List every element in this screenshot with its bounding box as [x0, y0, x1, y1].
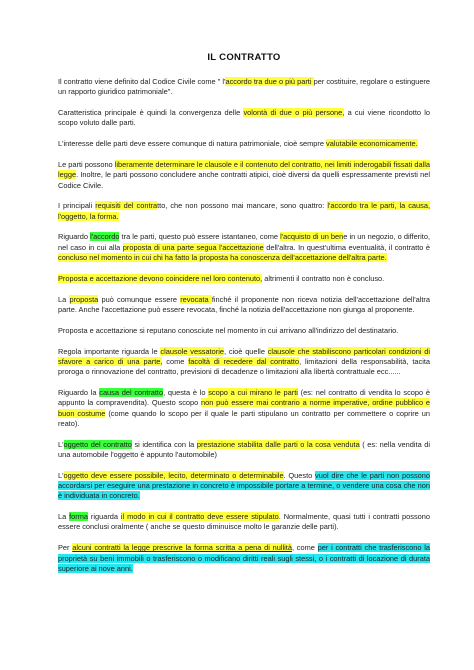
- text-run: L': [58, 439, 64, 449]
- paragraph: [58, 160, 430, 191]
- highlighted-text: il modo in cui il contratto deve essere stipulato: [120, 512, 279, 522]
- paragraph: [58, 471, 430, 502]
- text-run: per costituire, regolare o estinguere un rapporto giuridico patrimoniale".: [58, 77, 431, 97]
- text-run: Riguardo la: [58, 387, 100, 397]
- document-body: [58, 77, 430, 574]
- highlighted-text: per i contratti che trasferiscono la proprietà su beni immobili o trasferiscono o modificano diritti reali sugli stessi, o i contratti di locazione di durata superiore ai nove anni.: [58, 543, 430, 573]
- text-run: riguarda: [88, 512, 121, 522]
- text-run: La: [58, 512, 70, 522]
- text-run: Riguardo: [58, 232, 91, 242]
- highlighted-text: facoltà di recedere dal contratto: [188, 356, 300, 366]
- paragraph: [58, 295, 430, 316]
- text-run: può comunque essere: [98, 294, 181, 304]
- highlighted-text: liberamente determinare le clausole e il contenuto del contratto, nei limiti inderogabili fissati dalla legge: [58, 159, 430, 180]
- paragraph: [58, 347, 430, 378]
- highlighted-text: alcuni contratti la legge prescrive la forma scritta a pena di nullità: [72, 543, 292, 553]
- text-run: finché il proponente non riceva notizia dell'accettazione dell'altra parte. Anche l'accettazione può essere revocata, finché la notizia dell'accettazione non giunga al proponente.: [58, 294, 430, 314]
- text-run: Per: [58, 543, 73, 553]
- highlighted-text: non può essere mai contrario a norme imperative, ordine pubblico e buon costume: [58, 398, 430, 418]
- highlighted-text: l'accordo tra le parti, la causa, l'oggetto, la forma.: [58, 201, 431, 221]
- text-run: altrimenti il contratto non è concluso.: [262, 273, 385, 283]
- highlighted-text: oggetto del contratto: [63, 439, 132, 449]
- paragraph: [58, 543, 430, 574]
- paragraph: [58, 388, 430, 429]
- text-run: e in un negozio, o differito, nel caso in cui alla: [58, 232, 431, 252]
- highlighted-text: Proposta e accettazione devono coincidere nel loro contenuto,: [58, 273, 263, 283]
- text-run: , come: [291, 543, 318, 553]
- text-run: . Normalmente, quasi tutti i contratti possono essere conclusi oralmente ( anche se questo diminuisce molto le garanzie delle parti).: [58, 512, 430, 532]
- paragraph: [58, 326, 430, 336]
- text-run: (come quando lo scopo per il quale le parti stipulano un contratto per commettere o coprire un reato).: [58, 408, 430, 428]
- highlighted-text: l'accordo: [90, 232, 120, 242]
- paragraph: [58, 274, 430, 284]
- text-run: dell'altra. In quest'ultima eventualità, il contratto è: [263, 242, 430, 252]
- text-run: tra le parti, questo può essere istantaneo, come: [119, 232, 281, 242]
- paragraph: [58, 440, 430, 461]
- highlighted-text: vuol dire che le parti non possono accordarsi per eseguire una prestazione in concreto è impossibile portare a termine, o vendere una cosa che non è individuata in concreto.: [58, 470, 430, 501]
- text-run: ( es: nella vendita di una automobile l'oggetto è appunto l'automobile): [58, 439, 430, 459]
- text-run: a cui viene ricondotto lo scopo voluto dalle parti.: [58, 108, 430, 128]
- text-run: Proposta e accettazione si reputano conosciute nel momento in cui arrivano all'indirizzo del destinatario.: [58, 325, 399, 335]
- highlighted-text: l'acquisto di un ben: [280, 232, 344, 242]
- highlighted-text: forma: [69, 512, 89, 522]
- text-run: Regola importante riguarda le: [58, 346, 161, 356]
- text-run: Caratteristica principale è quindi la convergenza delle: [58, 108, 244, 118]
- paragraph: [58, 139, 430, 149]
- text-run: , cioè quelle: [224, 346, 268, 356]
- text-run: come: [162, 356, 189, 366]
- text-run: La: [58, 294, 70, 304]
- highlighted-text: accordo tra due o più parti: [225, 77, 314, 86]
- highlighted-text: proposta: [69, 294, 99, 304]
- paragraph: [58, 201, 430, 222]
- text-run: , limitazioni della responsabilità, tacita proroga o rinnovazione del contratto, previsioni di decadenze o limitazioni alla libertà contrattuale ecc......: [58, 356, 431, 377]
- highlighted-text: prestazione stabilita dalle parti o la cosa venduta: [196, 439, 360, 449]
- highlighted-text: valutabile economicamente.: [326, 139, 418, 149]
- text-run: . Questo: [283, 470, 316, 480]
- highlighted-text: revocata: [180, 294, 212, 304]
- text-run: L': [58, 470, 64, 480]
- text-run: tto, che non possono mai mancare, sono quattro:: [157, 201, 328, 211]
- paragraph: [58, 232, 430, 263]
- text-run: Il contratto viene definito dal Codice Civile come " l': [58, 77, 226, 86]
- highlighted-text: scopo a cui mirano le parti: [208, 387, 298, 397]
- highlighted-text: volontà di due o più persone,: [243, 108, 345, 118]
- text-run: (es: nel contratto di vendita lo scopo è appunto la compravendita). Questo scopo: [58, 387, 430, 408]
- highlighted-text: proposta di una parte segua l'accettazione: [122, 242, 264, 252]
- highlighted-text: clausole che stabiliscono particolari condizioni di sfavore a carico di una parte,: [58, 346, 431, 366]
- paragraph: [58, 108, 430, 129]
- highlighted-text: clausole vessatorie: [160, 346, 224, 356]
- highlighted-text: concluso nel momento in cui chi ha fatto la proposta ha conoscenza dell'accettazione dell'altra parte.: [58, 253, 387, 263]
- text-run: si identifica con la: [131, 439, 197, 449]
- highlighted-text: oggetto deve essere possibile, lecito, determinato o determinabile: [63, 470, 284, 480]
- document-title: IL CONTRATTO: [207, 52, 281, 63]
- text-run: L'interesse delle parti deve essere comunque di natura patrimoniale, cioè sempre: [58, 139, 327, 149]
- highlighted-text: causa del contratto: [99, 387, 164, 397]
- text-run: I principali: [58, 201, 96, 211]
- text-run: Le parti possono: [58, 159, 115, 169]
- highlighted-text: requisiti del contra: [95, 201, 158, 211]
- text-run: . Inoltre, le parti possono concludere anche contratti atipici, cioè diversi da quelli espressamente previsti nel Codice Civile.: [58, 170, 430, 190]
- text-run: , questa è lo: [163, 387, 209, 397]
- paragraph: [58, 512, 430, 533]
- paragraph: [58, 77, 430, 98]
